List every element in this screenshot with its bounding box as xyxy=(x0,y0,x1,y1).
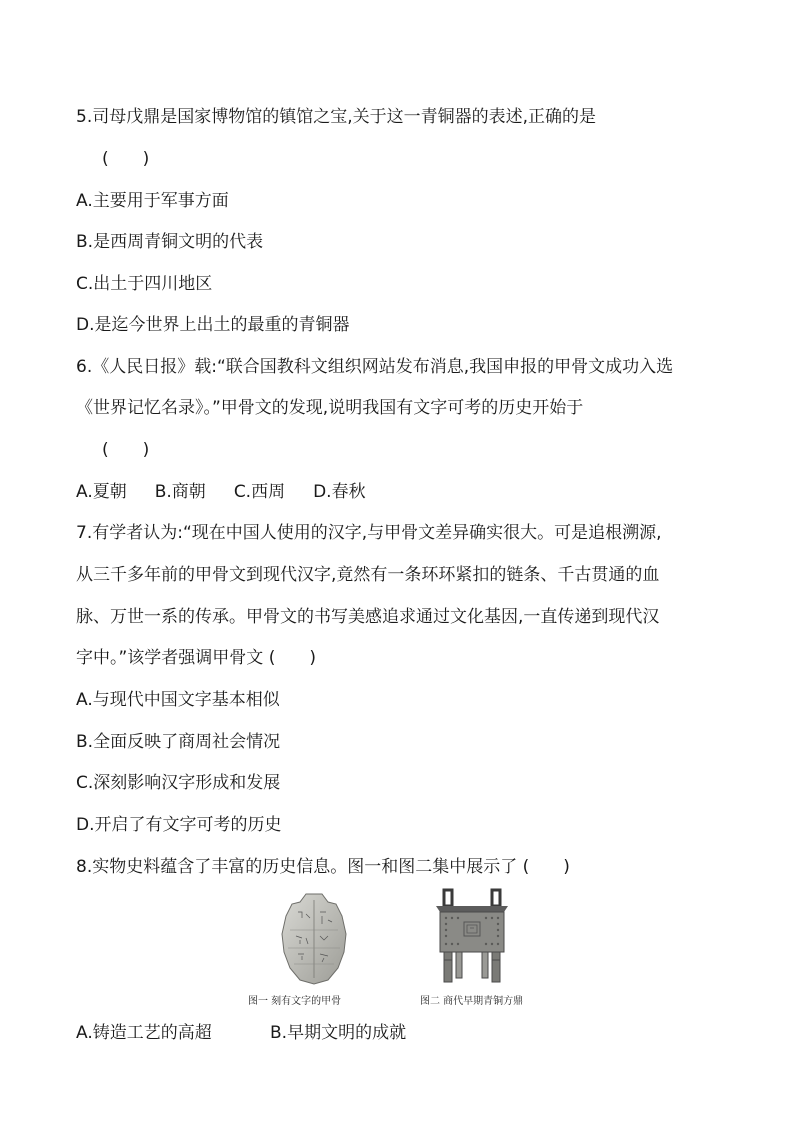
q5-option-c: C.出土于四川地区 xyxy=(76,274,213,294)
bronze-ding-image xyxy=(432,888,512,988)
q7-stem-line3: 脉、万世一系的传承。甲骨文的书写美感追求通过文化基因,一直传递到现代汉 xyxy=(76,607,660,627)
q6-option-b: B.商朝 xyxy=(154,482,206,502)
q6-stem-line2: 《世界记忆名录》。”甲骨文的发现,说明我国有文字可考的历史开始于 xyxy=(76,398,584,418)
q6-option-a: A.夏朝 xyxy=(76,482,127,502)
q6-options-row xyxy=(76,481,394,503)
q7-option-d: D.开启了有文字可考的历史 xyxy=(76,815,282,835)
q7-stem-line1: 7.有学者认为:“现在中国人使用的汉字,与甲骨文差异确实很大。可是追根溯源, xyxy=(76,523,662,543)
q6-option-c: C.西周 xyxy=(233,482,286,502)
q7-stem-line2: 从三千多年前的甲骨文到现代汉字,竟然有一条环环紧扣的链条、千古贯通的血 xyxy=(76,565,660,585)
q5-option-a: A.主要用于军事方面 xyxy=(76,191,229,211)
q7-option-c: C.深刻影响汉字形成和发展 xyxy=(76,773,281,793)
q8-option-a: A.铸造工艺的高超 xyxy=(76,1023,212,1043)
figure2-caption: 图二 商代早期青铜方鼎 xyxy=(420,996,524,1007)
q6-answer-bracket: ( ) xyxy=(102,440,150,460)
q6-option-d: D.春秋 xyxy=(313,482,366,502)
q8-stem-line1: 8.实物史料蕴含了丰富的历史信息。图一和图二集中展示了 ( ) xyxy=(76,857,570,877)
q5-answer-bracket: ( ) xyxy=(102,149,150,169)
oracle-bone-image xyxy=(276,890,352,986)
q5-option-b: B.是西周青铜文明的代表 xyxy=(76,232,264,252)
q5-stem-line1: 5.司母戊鼎是国家博物馆的镇馆之宝,关于这一青铜器的表述,正确的是 xyxy=(76,107,597,127)
q5-option-d: D.是迄今世界上出土的最重的青铜器 xyxy=(76,315,350,335)
q7-option-b: B.全面反映了商周社会情况 xyxy=(76,732,281,752)
q7-option-a: A.与现代中国文字基本相似 xyxy=(76,690,280,710)
q8-figures xyxy=(0,888,794,1008)
q6-stem-line1: 6.《人民日报》载:“联合国教科文组织网站发布消息,我国申报的甲骨文成功入选 xyxy=(76,357,674,377)
figure1-caption: 图一 刻有文字的甲骨 xyxy=(248,996,342,1007)
q8-option-b: B.早期文明的成就 xyxy=(270,1023,407,1043)
q7-stem-line4: 字中。”该学者强调甲骨文 ( ) xyxy=(76,648,316,668)
